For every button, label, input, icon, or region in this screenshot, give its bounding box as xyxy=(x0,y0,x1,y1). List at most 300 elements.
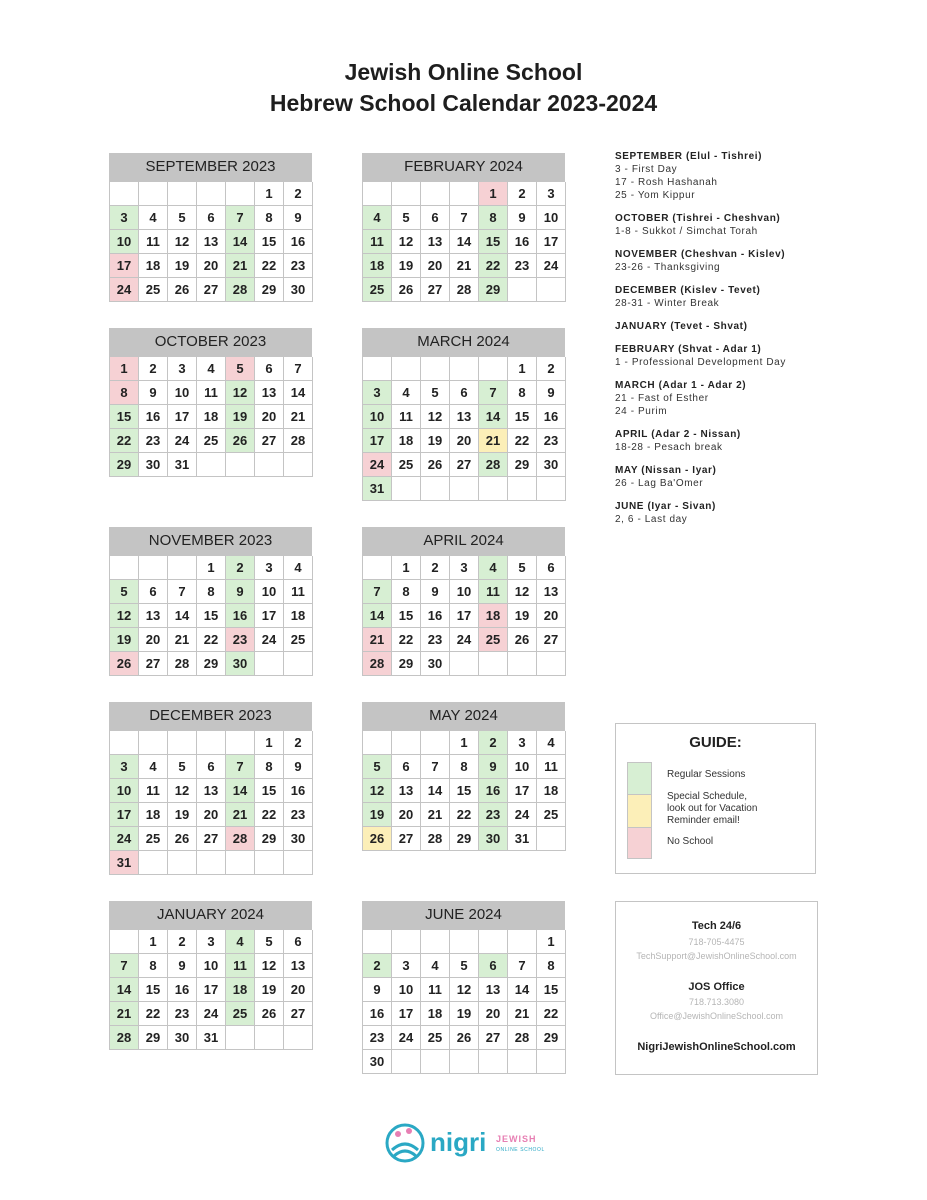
day-cell: 26 xyxy=(168,278,197,302)
holiday-group xyxy=(615,150,915,202)
day-cell: 27 xyxy=(421,278,450,302)
day-cell: 19 xyxy=(392,254,421,278)
day-cell: 10 xyxy=(110,230,139,254)
holiday-line: 18-28 - Pesach break xyxy=(615,442,723,453)
day-cell: 18 xyxy=(479,604,508,628)
tech-title: Tech 24/6 xyxy=(691,920,742,932)
day-cell: 25 xyxy=(537,803,566,827)
day-cell: 6 xyxy=(421,206,450,230)
day-cell: 28 xyxy=(284,429,313,453)
day-cell: 8 xyxy=(197,580,226,604)
holiday-line: 21 - Fast of Esther xyxy=(615,393,709,404)
month-grid xyxy=(362,555,565,676)
day-cell: 2 xyxy=(226,556,255,580)
day-cell: 19 xyxy=(168,803,197,827)
day-cell: 30 xyxy=(284,278,313,302)
day-cell: 29 xyxy=(537,1026,566,1050)
day-cell: 27 xyxy=(139,652,168,676)
day-cell: 13 xyxy=(255,381,284,405)
day-cell: 15 xyxy=(450,779,479,803)
day-cell: 17 xyxy=(110,803,139,827)
day-cell: 3 xyxy=(110,755,139,779)
empty-cell xyxy=(226,851,255,875)
day-cell: 23 xyxy=(168,1002,197,1026)
empty-cell xyxy=(392,731,421,755)
no-school-swatch xyxy=(627,827,652,859)
day-cell: 16 xyxy=(168,978,197,1002)
day-cell: 25 xyxy=(363,278,392,302)
month-header: JUNE 2024 xyxy=(362,901,565,929)
day-cell: 22 xyxy=(450,803,479,827)
empty-cell xyxy=(168,182,197,206)
month-grid xyxy=(362,730,565,851)
empty-cell xyxy=(392,930,421,954)
day-cell: 7 xyxy=(421,755,450,779)
day-cell: 10 xyxy=(255,580,284,604)
day-cell: 4 xyxy=(421,954,450,978)
day-cell: 15 xyxy=(255,779,284,803)
day-cell: 10 xyxy=(168,381,197,405)
day-cell: 17 xyxy=(450,604,479,628)
day-cell: 5 xyxy=(363,755,392,779)
day-cell: 11 xyxy=(139,779,168,803)
day-cell: 19 xyxy=(508,604,537,628)
day-cell: 24 xyxy=(110,278,139,302)
holiday-month-header: SEPTEMBER (Elul - Tishrei) xyxy=(615,151,763,162)
day-cell: 16 xyxy=(139,405,168,429)
day-cell: 13 xyxy=(421,230,450,254)
day-cell: 10 xyxy=(197,954,226,978)
day-cell: 1 xyxy=(139,930,168,954)
no-school-label: No School xyxy=(667,836,714,847)
day-cell: 11 xyxy=(392,405,421,429)
day-cell: 3 xyxy=(197,930,226,954)
day-cell: 21 xyxy=(421,803,450,827)
empty-cell xyxy=(226,182,255,206)
day-cell: 16 xyxy=(421,604,450,628)
day-cell: 7 xyxy=(479,381,508,405)
day-cell: 9 xyxy=(537,381,566,405)
day-cell: 29 xyxy=(479,278,508,302)
day-cell: 31 xyxy=(508,827,537,851)
day-cell: 25 xyxy=(421,1026,450,1050)
empty-cell xyxy=(421,930,450,954)
day-cell: 11 xyxy=(197,381,226,405)
holiday-month-header: DECEMBER (Kislev - Tevet) xyxy=(615,285,761,296)
day-cell: 30 xyxy=(421,652,450,676)
logo-mark-icon xyxy=(384,1118,554,1170)
holiday-month-header: JUNE (Iyar - Sivan) xyxy=(615,501,716,512)
day-cell: 18 xyxy=(139,254,168,278)
day-cell: 12 xyxy=(168,779,197,803)
day-cell: 20 xyxy=(421,254,450,278)
empty-cell xyxy=(110,731,139,755)
day-cell: 31 xyxy=(363,477,392,501)
regular-session-label: Regular Sessions xyxy=(667,769,746,780)
office-email[interactable]: Office@JewishOnlineSchool.com xyxy=(649,1011,784,1021)
day-cell: 29 xyxy=(450,827,479,851)
day-cell: 11 xyxy=(479,580,508,604)
holiday-line: 2, 6 - Last day xyxy=(615,514,688,525)
empty-cell xyxy=(421,1050,450,1074)
day-cell: 20 xyxy=(284,978,313,1002)
day-cell: 22 xyxy=(110,429,139,453)
day-cell: 20 xyxy=(479,1002,508,1026)
day-cell: 11 xyxy=(284,580,313,604)
day-cell: 27 xyxy=(450,453,479,477)
day-cell: 20 xyxy=(450,429,479,453)
day-cell: 7 xyxy=(226,206,255,230)
day-cell: 15 xyxy=(139,978,168,1002)
day-cell: 28 xyxy=(508,1026,537,1050)
tech-phone: 718-705-4475 xyxy=(688,937,745,947)
empty-cell xyxy=(421,357,450,381)
day-cell: 8 xyxy=(537,954,566,978)
day-cell: 24 xyxy=(110,827,139,851)
day-cell: 21 xyxy=(450,254,479,278)
holiday-month-header: MAY (Nissan - Iyar) xyxy=(615,465,717,476)
day-cell: 5 xyxy=(255,930,284,954)
day-cell: 12 xyxy=(363,779,392,803)
day-cell: 13 xyxy=(450,405,479,429)
empty-cell xyxy=(284,1026,313,1050)
day-cell: 31 xyxy=(110,851,139,875)
empty-cell xyxy=(226,453,255,477)
day-cell: 27 xyxy=(537,628,566,652)
holiday-month-header: MARCH (Adar 1 - Adar 2) xyxy=(615,380,747,391)
day-cell: 11 xyxy=(537,755,566,779)
day-cell: 24 xyxy=(537,254,566,278)
day-cell: 8 xyxy=(139,954,168,978)
day-cell: 18 xyxy=(197,405,226,429)
day-cell: 2 xyxy=(284,182,313,206)
day-cell: 16 xyxy=(479,779,508,803)
holiday-group xyxy=(615,500,915,526)
empty-cell xyxy=(421,182,450,206)
day-cell: 8 xyxy=(392,580,421,604)
day-cell: 24 xyxy=(450,628,479,652)
empty-cell xyxy=(479,477,508,501)
empty-cell xyxy=(255,851,284,875)
day-cell: 30 xyxy=(479,827,508,851)
month-grid xyxy=(362,181,565,302)
day-cell: 27 xyxy=(255,429,284,453)
day-cell: 17 xyxy=(537,230,566,254)
day-cell: 23 xyxy=(421,628,450,652)
day-cell: 30 xyxy=(537,453,566,477)
day-cell: 16 xyxy=(284,230,313,254)
day-cell: 22 xyxy=(139,1002,168,1026)
day-cell: 12 xyxy=(226,381,255,405)
day-cell: 22 xyxy=(197,628,226,652)
day-cell: 12 xyxy=(255,954,284,978)
day-cell: 24 xyxy=(255,628,284,652)
empty-cell xyxy=(284,453,313,477)
day-cell: 5 xyxy=(450,954,479,978)
month-header: OCTOBER 2023 xyxy=(109,328,312,356)
day-cell: 23 xyxy=(479,803,508,827)
empty-cell xyxy=(392,182,421,206)
month-june-2024 xyxy=(362,901,565,1074)
day-cell: 28 xyxy=(421,827,450,851)
day-cell: 13 xyxy=(284,954,313,978)
day-cell: 22 xyxy=(255,803,284,827)
day-cell: 6 xyxy=(450,381,479,405)
empty-cell xyxy=(508,278,537,302)
day-cell: 28 xyxy=(363,652,392,676)
day-cell: 7 xyxy=(508,954,537,978)
day-cell: 28 xyxy=(226,827,255,851)
day-cell: 19 xyxy=(450,1002,479,1026)
day-cell: 8 xyxy=(255,755,284,779)
empty-cell xyxy=(363,930,392,954)
day-cell: 24 xyxy=(508,803,537,827)
empty-cell xyxy=(450,357,479,381)
website-link[interactable]: NigriJewishOnlineSchool.com xyxy=(637,1041,796,1053)
month-grid xyxy=(109,555,312,676)
day-cell: 18 xyxy=(139,803,168,827)
month-header: MAY 2024 xyxy=(362,702,565,730)
day-cell: 1 xyxy=(255,182,284,206)
month-may-2024 xyxy=(362,702,565,851)
day-cell: 19 xyxy=(226,405,255,429)
day-cell: 15 xyxy=(479,230,508,254)
holiday-list xyxy=(615,150,915,536)
empty-cell xyxy=(421,731,450,755)
day-cell: 3 xyxy=(537,182,566,206)
empty-cell xyxy=(255,453,284,477)
day-cell: 9 xyxy=(363,978,392,1002)
day-cell: 5 xyxy=(226,357,255,381)
day-cell: 6 xyxy=(139,580,168,604)
day-cell: 30 xyxy=(284,827,313,851)
day-cell: 15 xyxy=(197,604,226,628)
day-cell: 21 xyxy=(110,1002,139,1026)
empty-cell xyxy=(139,182,168,206)
month-april-2024 xyxy=(362,527,565,676)
day-cell: 18 xyxy=(363,254,392,278)
empty-cell xyxy=(168,731,197,755)
day-cell: 16 xyxy=(508,230,537,254)
day-cell: 25 xyxy=(284,628,313,652)
day-cell: 3 xyxy=(392,954,421,978)
empty-cell xyxy=(197,731,226,755)
holiday-line: 24 - Purim xyxy=(615,406,668,417)
day-cell: 13 xyxy=(537,580,566,604)
empty-cell xyxy=(479,357,508,381)
empty-cell xyxy=(508,477,537,501)
holiday-group xyxy=(615,320,915,333)
empty-cell xyxy=(226,1026,255,1050)
day-cell: 21 xyxy=(284,405,313,429)
empty-cell xyxy=(421,477,450,501)
day-cell: 12 xyxy=(110,604,139,628)
holiday-group xyxy=(615,343,915,369)
day-cell: 26 xyxy=(421,453,450,477)
day-cell: 20 xyxy=(255,405,284,429)
office-title: JOS Office xyxy=(688,981,745,993)
day-cell: 22 xyxy=(255,254,284,278)
day-cell: 14 xyxy=(363,604,392,628)
day-cell: 26 xyxy=(508,628,537,652)
day-cell: 29 xyxy=(255,278,284,302)
special-schedule-label: Special Schedule, look out for Vacation Reminder email! xyxy=(667,791,758,826)
holiday-month-header: FEBRUARY (Shvat - Adar 1) xyxy=(615,344,762,355)
day-cell: 26 xyxy=(363,827,392,851)
day-cell: 18 xyxy=(421,1002,450,1026)
day-cell: 16 xyxy=(363,1002,392,1026)
day-cell: 27 xyxy=(197,278,226,302)
empty-cell xyxy=(255,1026,284,1050)
empty-cell xyxy=(110,556,139,580)
empty-cell xyxy=(139,556,168,580)
empty-cell xyxy=(479,930,508,954)
day-cell: 13 xyxy=(139,604,168,628)
day-cell: 8 xyxy=(450,755,479,779)
empty-cell xyxy=(284,652,313,676)
empty-cell xyxy=(450,652,479,676)
day-cell: 25 xyxy=(197,429,226,453)
contact-box xyxy=(615,901,818,1075)
day-cell: 27 xyxy=(197,827,226,851)
day-cell: 23 xyxy=(284,803,313,827)
day-cell: 9 xyxy=(284,755,313,779)
holiday-group xyxy=(615,428,915,454)
empty-cell xyxy=(508,1050,537,1074)
empty-cell xyxy=(392,477,421,501)
holiday-month-header: APRIL (Adar 2 - Nissan) xyxy=(615,429,741,440)
day-cell: 2 xyxy=(479,731,508,755)
day-cell: 16 xyxy=(284,779,313,803)
holiday-month-header: OCTOBER (Tishrei - Cheshvan) xyxy=(615,213,781,224)
day-cell: 15 xyxy=(392,604,421,628)
empty-cell xyxy=(139,851,168,875)
empty-cell xyxy=(537,278,566,302)
day-cell: 4 xyxy=(139,755,168,779)
month-september-2023 xyxy=(109,153,312,302)
day-cell: 12 xyxy=(508,580,537,604)
day-cell: 5 xyxy=(392,206,421,230)
empty-cell xyxy=(537,477,566,501)
empty-cell xyxy=(110,182,139,206)
day-cell: 25 xyxy=(392,453,421,477)
month-header: NOVEMBER 2023 xyxy=(109,527,312,555)
empty-cell xyxy=(363,731,392,755)
day-cell: 9 xyxy=(284,206,313,230)
empty-cell xyxy=(450,182,479,206)
month-header: DECEMBER 2023 xyxy=(109,702,312,730)
day-cell: 25 xyxy=(479,628,508,652)
month-january-2024 xyxy=(109,901,312,1050)
day-cell: 8 xyxy=(255,206,284,230)
day-cell: 29 xyxy=(197,652,226,676)
month-header: JANUARY 2024 xyxy=(109,901,312,929)
day-cell: 3 xyxy=(255,556,284,580)
day-cell: 20 xyxy=(139,628,168,652)
day-cell: 23 xyxy=(508,254,537,278)
day-cell: 9 xyxy=(479,755,508,779)
day-cell: 26 xyxy=(255,1002,284,1026)
day-cell: 10 xyxy=(392,978,421,1002)
day-cell: 1 xyxy=(450,731,479,755)
day-cell: 23 xyxy=(363,1026,392,1050)
day-cell: 17 xyxy=(392,1002,421,1026)
day-cell: 3 xyxy=(168,357,197,381)
guide-legend xyxy=(615,723,816,874)
empty-cell xyxy=(479,1050,508,1074)
empty-cell xyxy=(479,652,508,676)
empty-cell xyxy=(110,930,139,954)
day-cell: 19 xyxy=(255,978,284,1002)
day-cell: 19 xyxy=(110,628,139,652)
tech-email[interactable]: TechSupport@JewishOnlineSchool.com xyxy=(636,951,797,961)
day-cell: 2 xyxy=(168,930,197,954)
month-grid xyxy=(362,356,565,501)
holiday-line: 23-26 - Thanksgiving xyxy=(615,262,721,273)
day-cell: 17 xyxy=(197,978,226,1002)
guide-title: GUIDE: xyxy=(689,734,742,751)
day-cell: 1 xyxy=(255,731,284,755)
day-cell: 21 xyxy=(168,628,197,652)
day-cell: 14 xyxy=(284,381,313,405)
day-cell: 25 xyxy=(139,278,168,302)
day-cell: 9 xyxy=(421,580,450,604)
month-header: FEBRUARY 2024 xyxy=(362,153,565,181)
empty-cell xyxy=(363,357,392,381)
day-cell: 21 xyxy=(226,254,255,278)
day-cell: 27 xyxy=(284,1002,313,1026)
day-cell: 7 xyxy=(450,206,479,230)
day-cell: 3 xyxy=(450,556,479,580)
day-cell: 28 xyxy=(226,278,255,302)
day-cell: 3 xyxy=(363,381,392,405)
day-cell: 7 xyxy=(284,357,313,381)
day-cell: 2 xyxy=(284,731,313,755)
empty-cell xyxy=(197,453,226,477)
day-cell: 19 xyxy=(363,803,392,827)
empty-cell xyxy=(197,182,226,206)
day-cell: 12 xyxy=(168,230,197,254)
day-cell: 23 xyxy=(226,628,255,652)
holiday-line: 3 - First Day xyxy=(615,164,678,175)
day-cell: 5 xyxy=(168,755,197,779)
day-cell: 23 xyxy=(139,429,168,453)
day-cell: 11 xyxy=(421,978,450,1002)
day-cell: 18 xyxy=(284,604,313,628)
month-header: APRIL 2024 xyxy=(362,527,565,555)
day-cell: 3 xyxy=(508,731,537,755)
day-cell: 1 xyxy=(197,556,226,580)
day-cell: 15 xyxy=(537,978,566,1002)
day-cell: 29 xyxy=(139,1026,168,1050)
day-cell: 31 xyxy=(168,453,197,477)
day-cell: 16 xyxy=(226,604,255,628)
day-cell: 2 xyxy=(537,357,566,381)
day-cell: 6 xyxy=(537,556,566,580)
day-cell: 1 xyxy=(392,556,421,580)
empty-cell xyxy=(363,556,392,580)
day-cell: 9 xyxy=(508,206,537,230)
day-cell: 9 xyxy=(168,954,197,978)
empty-cell xyxy=(168,556,197,580)
month-february-2024 xyxy=(362,153,565,302)
day-cell: 20 xyxy=(392,803,421,827)
day-cell: 2 xyxy=(363,954,392,978)
empty-cell xyxy=(450,1050,479,1074)
empty-cell xyxy=(284,851,313,875)
month-march-2024 xyxy=(362,328,565,501)
day-cell: 10 xyxy=(450,580,479,604)
